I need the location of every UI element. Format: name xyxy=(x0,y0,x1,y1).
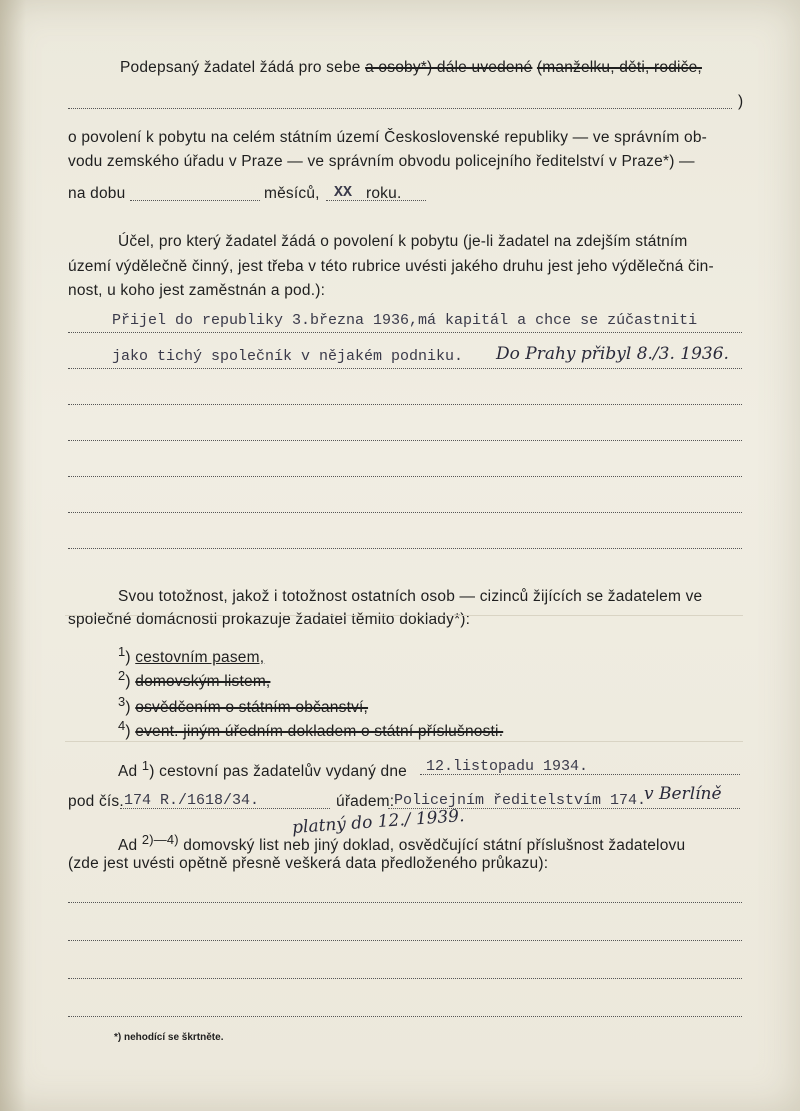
purpose-line-e xyxy=(68,476,742,477)
permit-mesicu: měsíců, xyxy=(264,185,320,202)
identity-line-2: společné domácnosti prokazuje žadatel těmito doklady*): xyxy=(68,611,471,628)
ad24-blank-c xyxy=(68,978,742,979)
purpose-line-1: Účel, pro který žadatel žádá o povolení k pobytu (je-li žadatel na zdejším státním xyxy=(118,233,688,250)
permit-line-1: o povolení k pobytu na celém státním území Československé republiky — ve správním ob- xyxy=(68,129,708,146)
purpose-typed-1: Přijel do republiky 3.března 1936,má kapitál a chce se zúčastniti xyxy=(112,312,698,329)
permit-line-2: vodu zemského úřadu v Praze — ve správním obvodu policejního ředitelství v Praze*) — xyxy=(68,153,695,170)
passport-date: 12.listopadu 1934. xyxy=(426,758,589,775)
footnote: *) nehodící se škrtněte. xyxy=(114,1032,224,1043)
doc-item-2: $^2$) domovským listem, xyxy=(118,668,271,691)
intro-struck: a osoby*) dále uvedené xyxy=(365,59,533,76)
passport-validity-handwritten: platný do 12./ 1939. xyxy=(291,806,466,838)
doc-item-1: $^1$) cestovním pasem, xyxy=(118,644,265,667)
ad24-line-2: (zde jest uvésti opětně přesně veškerá data předloženého průkazu): xyxy=(68,855,549,872)
purpose-line-g xyxy=(68,548,742,549)
doc-item-1-text: cestovním pasem, xyxy=(135,649,265,667)
purpose-line-d xyxy=(68,440,742,441)
ad1-prefix: Ad xyxy=(118,763,138,781)
doc-item-4-text: event. jiným úředním dokladem o státní příslušnosti. xyxy=(135,723,504,741)
doc-item-3: $^3$) osvědčením o státním občanství, xyxy=(118,694,369,717)
intro-line xyxy=(120,54,702,82)
passport-number: 174 R./1618/34. xyxy=(124,792,260,809)
purpose-line-f xyxy=(68,512,742,513)
purpose-handwritten: Do Prahy přibyl 8./3. 1936. xyxy=(496,344,729,364)
uradem-label: úřadem: xyxy=(336,793,395,810)
purpose-line-b xyxy=(68,368,742,369)
doc-item-1-num: 1 xyxy=(118,644,126,659)
doc-item-3-text: osvědčením o státním občanství, xyxy=(135,699,369,717)
ad24-text-1: domovský list neb jiný doklad, osvědčující státní příslušnost žadatelovu xyxy=(183,837,686,855)
permit-na-dobu: na dobu xyxy=(68,185,126,202)
months-blank xyxy=(130,200,260,201)
purpose-typed-2: jako tichý společník v nějakém podniku. xyxy=(112,348,464,365)
ad24-num: 2)—4) xyxy=(141,832,179,847)
doc-item-4: $^4$) event. jiným úředním dokladem o státní příslušnosti. xyxy=(118,718,504,741)
intro-blank-line xyxy=(68,108,732,109)
ad24-blank-a xyxy=(68,902,742,903)
passport-authority: Policejním ředitelstvím 174. xyxy=(394,792,647,809)
purpose-line-a xyxy=(68,332,742,333)
ad24-prefix: Ad xyxy=(118,837,138,855)
ad24-blank-d xyxy=(68,1016,742,1017)
intro-close: ) xyxy=(738,93,744,110)
ad1-line: Ad $^1$) cestovní pas žadatelův vydaný dne xyxy=(118,758,408,781)
intro-family: (manželku, děti, rodiče, xyxy=(536,59,702,76)
passport-city-handwritten: v Berlíně xyxy=(644,784,722,804)
purpose-line-2: území výdělečně činný, jest třeba v této rubrice uvésti jakého druhu jest jeho výdělečná čin- xyxy=(68,258,714,275)
ad24-blank-b xyxy=(68,940,742,941)
ad1-num: 1 xyxy=(141,758,150,773)
page-fold-shadow xyxy=(0,0,26,1111)
doc-item-4-num: 4 xyxy=(118,718,126,733)
identity-line-1: Svou totožnost, jakož i totožnost ostatních osob — cizinců žijících se žadatelem ve xyxy=(118,588,703,605)
pod-cis-label: pod čís. xyxy=(68,793,124,810)
purpose-line-3: nost, u koho jest zaměstnán a pod.): xyxy=(68,282,326,299)
intro-prefix: Podepsaný žadatel žádá pro sebe xyxy=(120,59,361,76)
permit-roku: roku. xyxy=(366,185,402,202)
doc-item-2-num: 2 xyxy=(118,668,126,683)
purpose-line-c xyxy=(68,404,742,405)
ad1-text: cestovní pas žadatelův vydaný dne xyxy=(159,763,408,781)
years-typed: XX xyxy=(334,184,353,201)
doc-item-3-num: 3 xyxy=(118,694,126,709)
doc-item-2-text: domovským listem, xyxy=(135,673,271,691)
